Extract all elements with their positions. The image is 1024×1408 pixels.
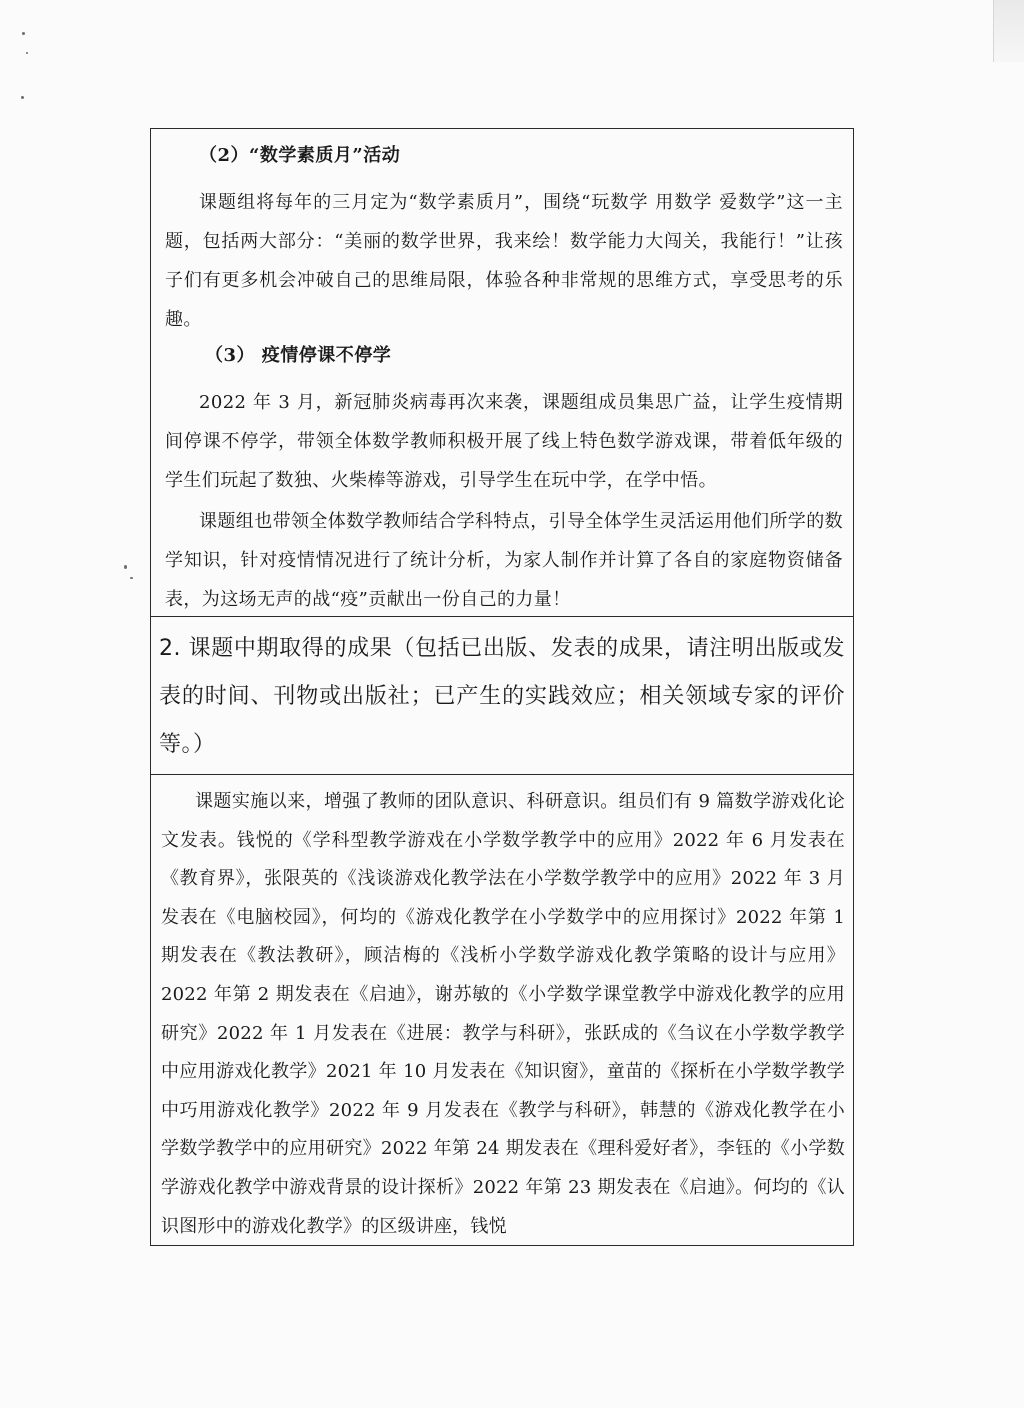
results-title-cell bbox=[151, 617, 853, 775]
scan-speck bbox=[21, 96, 24, 99]
math-month-paragraph: 课题组将每年的三月定为“数学素质月”，围绕“玩数学 用数学 爱数学”这一主题，包括两大部分：“美丽的数学世界，我来绘！数学能力大闯关，我能行！”让孩子们有更多机会冲破自己的思维局限，体验各种非常规的思维方式，享受思考的乐趣。 bbox=[165, 192, 843, 330]
results-body-cell bbox=[151, 775, 853, 1245]
results-section-title: 2. 课题中期取得的成果（包括已出版、发表的成果，请注明出版或发表的时间、刊物或出版社；已产生的实践效应；相关领域专家的评价等。） bbox=[159, 636, 845, 757]
activities-cell bbox=[151, 129, 853, 617]
scan-speck bbox=[124, 565, 127, 569]
scan-speck bbox=[26, 52, 28, 54]
epidemic-heading: （3） 疫情停课不停学 bbox=[205, 345, 392, 366]
page-corner-fold bbox=[993, 0, 1024, 62]
math-month-heading: （2）“数学素质月”活动 bbox=[199, 145, 401, 166]
epidemic-paragraph-1: 2022 年 3 月，新冠肺炎病毒再次来袭，课题组成员集思广益，让学生疫情期间停课不停学，带领全体数学教师积极开展了线上特色数学游戏课，带着低年级的学生们玩起了数独、火柴棒等游戏，引导学生在玩中学，在学中悟。 bbox=[165, 392, 843, 491]
results-body-paragraph: 课题实施以来，增强了教师的团队意识、科研意识。组员们有 9 篇数学游戏化论文发表。钱悦的《学科型教学游戏在小学数学教学中的应用》2022 年 6 月发表在《教育界》，张限英的《浅谈游戏化教学法在小学数学教学中的应用》2022 年 3 月发表在《电脑校园》，何均的《游戏化教学在小学数学中的应用探讨》2022 年第 1 期发表在《教法教研》，顾洁梅的《浅析小学数学游戏化教学策略的设计与应用》2022 年第 2 期发表在《启迪》，谢苏敏的《小学数学课堂教学中游戏化教学的应用研究》2022 年 1 月发表在《进展：教学与科研》，张跃成的《刍议在小学数学教学中应用游戏化教学》2021 年 10 月发表在《知识窗》，童苗的《探析在小学数学教学中巧用游戏化教学》2022 年 9 月发表在《教学与科研》，韩慧的《游戏化教学在小学数学教学中的应用研究》2022 年第 24 期发表在《理科爱好者》，李钰的《小学数学游戏化教学中游戏背景的设计探析》2022 年第 23 期发表在《启迪》。何均的《认识图形中的游戏化教学》的区级讲座，钱悦 bbox=[161, 791, 845, 1237]
report-table bbox=[150, 128, 854, 1246]
epidemic-paragraph-2: 课题组也带领全体数学教师结合学科特点，引导全体学生灵活运用他们所学的数学知识，针对疫情情况进行了统计分析，为家人制作并计算了各自的家庭物资储备表，为这场无声的战“疫”贡献出一份自己的力量！ bbox=[165, 511, 843, 610]
scan-speck bbox=[22, 32, 25, 35]
scan-speck bbox=[130, 577, 133, 579]
